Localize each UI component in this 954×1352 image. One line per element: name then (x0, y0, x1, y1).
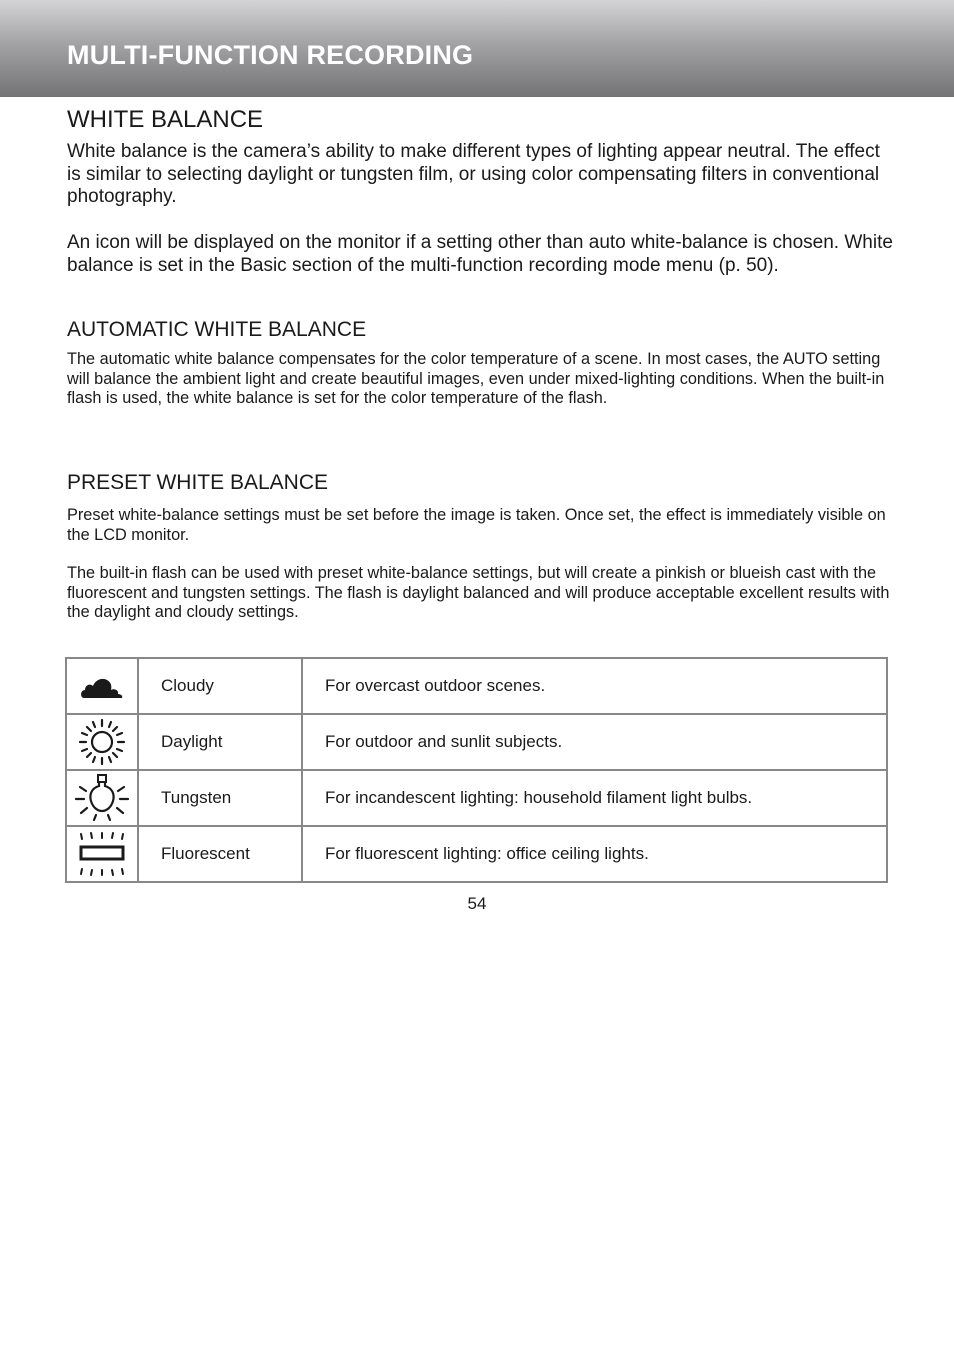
white-balance-icon-paragraph: An icon will be displayed on the monitor if a setting other than auto white-balance is chosen. White balance is set in the Basic section of the multi-function recording mode menu (p. 50). (67, 232, 893, 276)
fluorescent-name: Fluorescent (138, 826, 302, 882)
preset-white-balance-heading: PRESET WHITE BALANCE (67, 471, 329, 494)
table-row-daylight (66, 714, 887, 770)
page-number: 54 (467, 894, 487, 913)
daylight-icon-cell (66, 714, 138, 770)
daylight-description: For outdoor and sunlit subjects. (302, 714, 887, 770)
cloudy-name: Cloudy (138, 658, 302, 714)
sun-icon (67, 718, 137, 766)
automatic-white-balance-heading: AUTOMATIC WHITE BALANCE (67, 318, 367, 341)
cloud-icon (67, 671, 137, 701)
cloudy-icon-cell (66, 658, 138, 714)
preset-white-balance-paragraph-1: Preset white-balance settings must be set before the image is taken. Once set, the effect is immediately visible on the LCD monitor. (67, 506, 886, 544)
fluorescent-icon-cell (66, 826, 138, 882)
light-bulb-icon (67, 773, 137, 823)
fluorescent-description: For fluorescent lighting: office ceiling lights. (302, 826, 887, 882)
tungsten-name: Tungsten (138, 770, 302, 826)
tungsten-description: For incandescent lighting: household filament light bulbs. (302, 770, 887, 826)
preset-white-balance-paragraph-2: The built-in flash can be used with preset white-balance settings, but will create a pinkish or blueish cast with the fluorescent and tungsten settings. The flash is daylight balanced and will produce acceptable excellent results with the daylight and cloudy settings. (67, 564, 890, 621)
tungsten-icon-cell (66, 770, 138, 826)
table-row-tungsten (66, 770, 887, 826)
automatic-white-balance-paragraph: The automatic white balance compensates for the color temperature of a scene. In most cases, the AUTO setting will balance the ambient light and create beautiful images, even under mixed-lighting conditions. When the built-in flash is used, the white balance is set for the color temperature of the flash. (67, 350, 885, 407)
fluorescent-tube-icon (67, 831, 137, 877)
table-row-cloudy (66, 658, 887, 714)
cloudy-description: For overcast outdoor scenes. (302, 658, 887, 714)
page-header (0, 0, 954, 97)
daylight-name: Daylight (138, 714, 302, 770)
white-balance-heading: WHITE BALANCE (67, 106, 264, 133)
page-title: MULTI-FUNCTION RECORDING (67, 40, 474, 70)
table-row-fluorescent (66, 826, 887, 882)
white-balance-intro-paragraph: White balance is the camera’s ability to make different types of lighting appear neutral. The effect is similar to selecting daylight or tungsten film, or using color compensating filters in conventional photography. (67, 141, 880, 208)
white-balance-settings-table (65, 657, 888, 883)
